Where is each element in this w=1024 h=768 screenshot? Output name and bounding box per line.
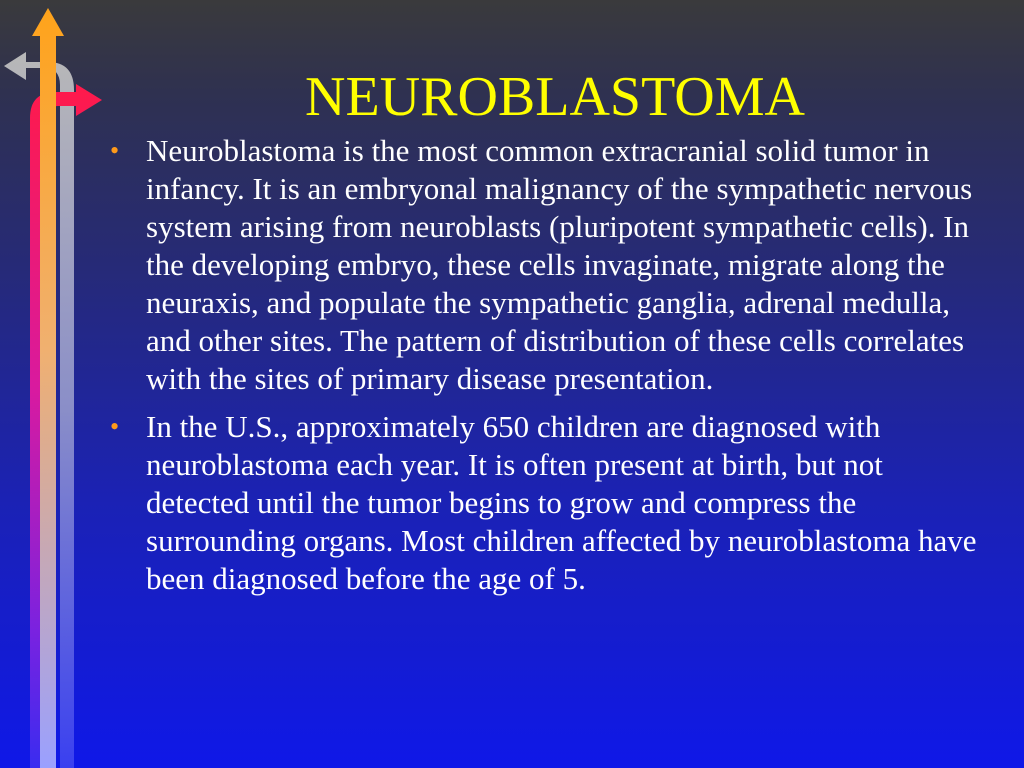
bullet-marker: • — [110, 136, 120, 165]
bullet-text: Neuroblastoma is the most common extracranial solid tumor in infancy. It is an embryonal malignancy of the sympathetic nervous system arising from neuroblasts (pluripotent sympathetic cells). In the developing embryo, these cells invaginate, migrate along the neuraxis, and populate the sympathetic ganglia, adrenal medulla, and other sites. The pattern of distribution of these cells correlates with the sites of primary disease presentation. — [146, 133, 973, 396]
slide-title: NEUROBLASTOMA — [305, 66, 805, 128]
bullet-text: In the U.S., approximately 650 children are diagnosed with neuroblastoma each year. It is often present at birth, but not detected until the tumor begins to grow and compress the surrounding organs. Most children affected by neuroblastoma have been diagnosed before the age of 5. — [146, 409, 977, 596]
bullet-list — [110, 132, 990, 608]
bullet-marker: • — [110, 412, 120, 441]
arrow-decoration — [0, 0, 110, 768]
bullet-item — [110, 408, 990, 598]
bullet-item — [110, 132, 990, 398]
